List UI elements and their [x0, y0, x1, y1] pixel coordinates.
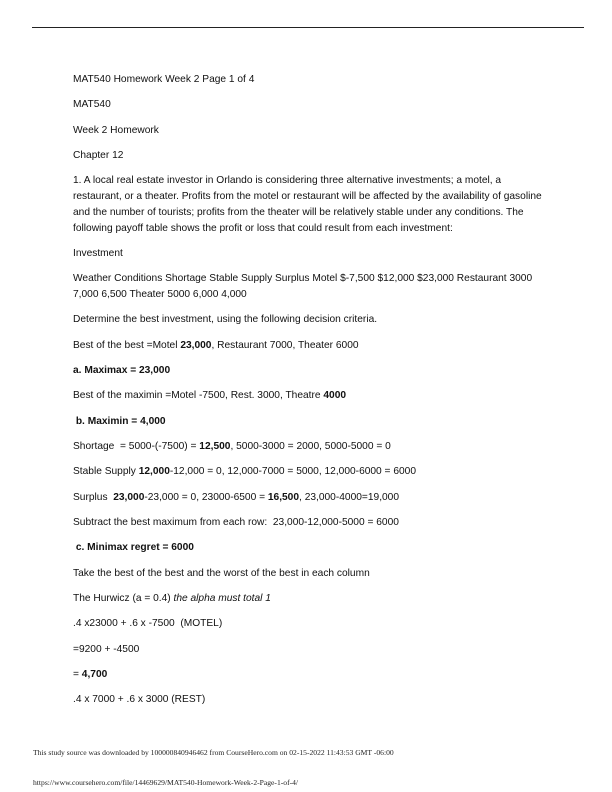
- footer-url-link[interactable]: https://www.coursehero.com/file/14469629/MAT540-Homework-Week-2-Page-1-of-4/: [33, 778, 299, 787]
- take-best-line: Take the best of the best and the worst of the best in each column: [73, 567, 370, 579]
- stable-supply-line: Stable Supply 12,000-12,000 = 0, 12,000-7000 = 5000, 12,000-6000 = 6000: [73, 466, 417, 478]
- maximin-answer: b. Maximin = 4,000: [73, 415, 166, 427]
- calc-motel-sum: =9200 + -4500: [73, 643, 140, 655]
- calc-motel-result: = 4,700: [73, 668, 108, 680]
- page-header: MAT540 Homework Week 2 Page 1 of 4: [73, 74, 255, 85]
- course-code: MAT540: [73, 99, 111, 111]
- hurwicz-line: The Hurwicz (a = 0.4) the alpha must total 1: [73, 592, 271, 604]
- top-rule: [32, 27, 584, 28]
- calc-rest: .4 x 7000 + .6 x 3000 (REST): [73, 694, 206, 706]
- chapter-title: Chapter 12: [73, 149, 124, 161]
- investment-label: Investment: [73, 248, 123, 259]
- surplus-line: Surplus 23,000-23,000 = 0, 23000-6500 = 16,500, 23,000-4000=19,000: [73, 491, 400, 503]
- problem-statement: 1. A local real estate investor in Orlando is considering three alternative investments; a motel, a restaurant, or a theater. Profits from the motel or restaurant will be affected by the availability of gasoline and the number of tourists; profits from the theater will be relatively stable under any conditions. The following payoff table shows the profit or loss that could result from each investment:: [73, 175, 542, 234]
- footer-source-note: This study source was downloaded by 100000840946462 from CourseHero.com on 02-15-2022 11:43:53 GMT -06:00: [33, 748, 394, 757]
- minimax-regret-answer: c. Minimax regret = 6000: [73, 542, 194, 554]
- maximax-answer: a. Maximax = 23,000: [73, 365, 171, 377]
- document-body: [73, 72, 543, 717]
- best-of-best-line: Best of the best =Motel 23,000, Restaurant 7000, Theater 6000: [73, 339, 359, 351]
- shortage-line: Shortage = 5000-(-7500) = 12,500, 5000-3000 = 2000, 5000-5000 = 0: [73, 441, 391, 452]
- payoff-table-text: Weather Conditions Shortage Stable Supply Surplus Motel $-7,500 $12,000 $23,000 Restaurant 3000 7,000 6,500 Theater 5000 6,000 4,000: [73, 273, 533, 301]
- instruction-text: Determine the best investment, using the following decision criteria.: [73, 314, 378, 326]
- best-of-maximin-line: Best of the maximin =Motel -7500, Rest. 3000, Theatre 4000: [73, 390, 347, 402]
- calc-motel: .4 x23000 + .6 x -7500 (MOTEL): [73, 618, 223, 630]
- subtract-line: Subtract the best maximum from each row: 23,000-12,000-5000 = 6000: [73, 516, 399, 528]
- assignment-title: Week 2 Homework: [73, 124, 159, 136]
